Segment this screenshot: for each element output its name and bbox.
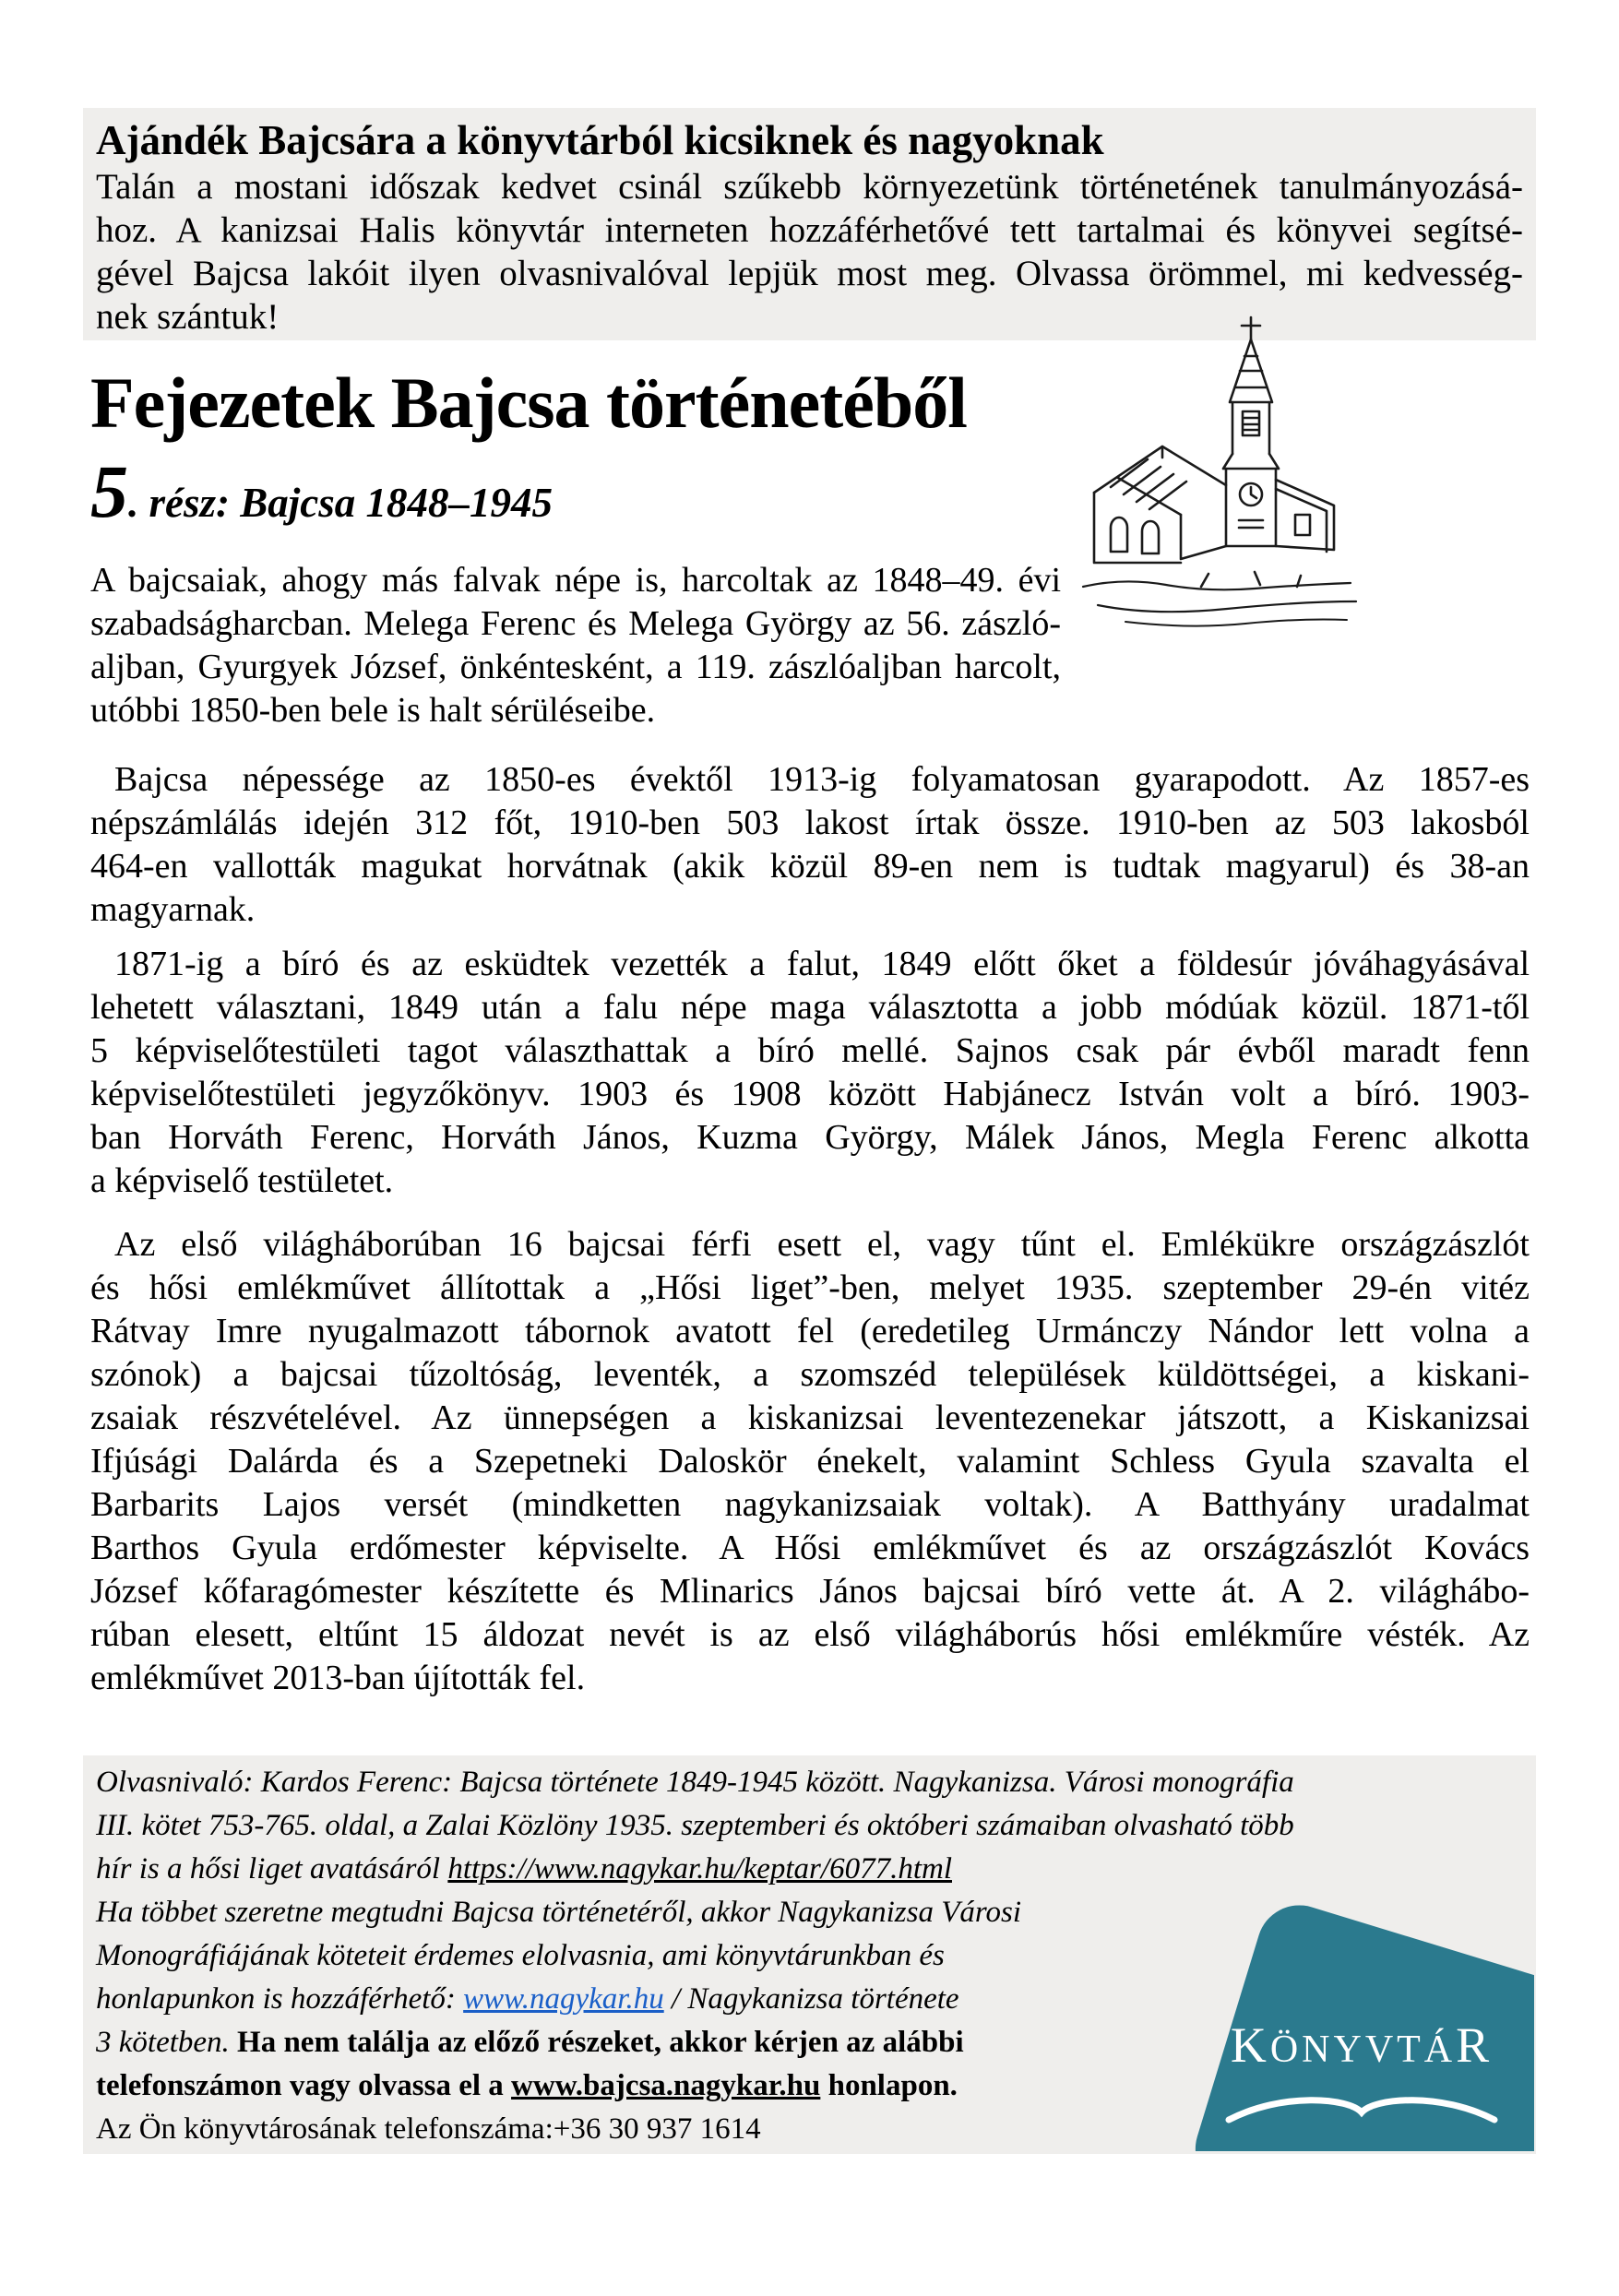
logo-content	[1219, 2018, 1505, 2131]
text-line: Rátvay Imre nyugalmazott tábornok avatott fel (eredetileg Urmánczy Nándor lett volna a	[90, 1312, 1530, 1350]
text-segment: / Nagykanizsa története	[663, 1982, 959, 2016]
text-line: emlékművet 2013-ban újították fel.	[90, 1659, 586, 1697]
logo-letter: R	[1456, 2017, 1494, 2073]
nagykar-link[interactable]: www.nagykar.hu	[463, 1982, 664, 2016]
text-line: Barthos Gyula erdőmester képviselte. A Hősi emlékművet és az országzászlót Kovács	[90, 1529, 1530, 1567]
text-line: népszámlálás idején 312 főt, 1910-ben 503 lakost írtak össze. 1910-ben az 503 lakosból	[90, 803, 1530, 842]
subtitle-part-text: . rész: Bajcsa 1848–1945	[128, 480, 553, 526]
paragraph-2	[90, 758, 1530, 932]
text-line: József kőfaragómester készítette és Mlinarics János bajcsai bíró vette át. A 2. világhábo-	[90, 1572, 1530, 1611]
text-segment: honlapunkon is hozzáférhető:	[96, 1982, 464, 2016]
text-line: Ifjúsági Dalárda és a Szepetneki Daloskör énekelt, valamint Schless Gyula szavalta el	[90, 1442, 1530, 1481]
text-segment-bold: telefonszámon vagy olvassa el a	[96, 2069, 512, 2102]
paragraph-4	[90, 1223, 1530, 1700]
text-line: gével Bajcsa lakóit ilyen olvasnivalóval lepjük most meg. Olvassa örömmel, mi kedvesség-	[96, 254, 1523, 293]
text-line: 5 képviselőtestületi tagot választhattak a bíró mellé. Sajnos csak pár évből maradt fenn	[90, 1031, 1530, 1070]
logo-wordmark	[1219, 2018, 1505, 2085]
header-box-title: Ajándék Bajcsára a könyvtárból kicsiknek és nagyoknak	[96, 117, 1104, 163]
text-line: Barbarits Lajos versét (mindketten nagykanizsaiak voltak). A Batthyány uradalmat	[90, 1485, 1530, 1524]
text-line: a képviselő testületet.	[90, 1161, 394, 1200]
text-line: lehetett választani, 1849 után a falu népe maga választotta a jobb módúak közül. 1871-től	[90, 988, 1530, 1027]
text-line: nek szántuk!	[96, 297, 280, 337]
text-line: és hősi emlékművet állítottak a „Hősi liget”-ben, melyet 1935. szeptember 29-én vitéz	[90, 1268, 1530, 1307]
text-segment: hír is a hősi liget avatásáról	[96, 1852, 448, 1886]
logo-letter: K	[1230, 2017, 1270, 2073]
library-logo	[1147, 1882, 1534, 2151]
text-line: Talán a mostani időszak kedvet csinál szűkebb környezetünk történetének tanulmányozásá-	[96, 167, 1523, 207]
paragraph-1	[90, 559, 1061, 732]
church-illustration	[1070, 310, 1384, 642]
text-line: utóbbi 1850-ben bele is halt sérüléseibe.	[90, 691, 656, 730]
church-cross	[1242, 317, 1260, 339]
text-line: zsaiak részvételével. Az ünnepségen a kiskanizsai leventezenekar játszott, a Kiskanizsai	[90, 1398, 1530, 1437]
bajcsa-nagykar-link[interactable]: www.bajcsa.nagykar.hu	[511, 2069, 821, 2102]
logo-letters: ÖNYVTÁ	[1269, 2028, 1457, 2071]
text-segment: 3 kötetben.	[96, 2026, 238, 2059]
paragraph-3	[90, 943, 1530, 1203]
text-line: Az első világháborúban 16 bajcsai férfi esett el, vagy tűnt el. Emlékükre országzászlót	[114, 1225, 1530, 1264]
text-line: A bajcsaiak, ahogy más falvak népe is, harcoltak az 1848–49. évi	[90, 561, 1061, 600]
text-line: hoz. A kanizsai Halis könyvtár interneten hozzáférhetővé tett tartalmai és könyvei segítsé-	[96, 210, 1523, 250]
text-line: rúban elesett, eltűnt 15 áldozat nevét is az első világháborús hősi emlékműre vésték. Az	[90, 1615, 1530, 1654]
article-title: Fejezetek Bajcsa történetéből	[90, 363, 967, 443]
text-line: szónok) a bajcsai tűzoltóság, leventék, a szomszéd települések küldöttségei, a kiskani-	[90, 1355, 1530, 1394]
librarian-phone-line: Az Ön könyvtárosának telefonszáma:+36 30 937 1614	[96, 2112, 761, 2146]
keptar-link[interactable]: https://www.nagykar.hu/keptar/6077.html	[447, 1852, 952, 1886]
text-line: ban Horváth Ferenc, Horváth János, Kuzma György, Málek János, Megla Ferenc alkotta	[90, 1118, 1530, 1157]
text-line: III. kötet 753-765. oldal, a Zalai Közlöny 1935. szeptemberi és októberi számaiban olvasható több	[96, 1809, 1294, 1842]
header-info-box	[83, 108, 1536, 340]
text-line: magyarnak.	[90, 890, 256, 929]
text-line: képviselőtestületi jegyzőkönyv. 1903 és 1908 között Habjánecz István volt a bíró. 1903-	[90, 1075, 1530, 1113]
text-line: Ha többet szeretne megtudni Bajcsa történetéről, akkor Nagykanizsa Városi	[96, 1896, 1021, 1929]
text-line: Bajcsa népessége az 1850-es évektől 1913-ig folyamatosan gyarapodott. Az 1857-es	[114, 760, 1530, 799]
text-line: 1871-ig a bíró és az esküdtek vezették a falut, 1849 előtt őket a földesúr jóváhagyásával	[114, 945, 1530, 983]
text-line: Monográfiájának köteteit érdemes elolvasnia, ami könyvtárunkban és	[96, 1939, 945, 1972]
text-segment-bold: honlapon.	[820, 2069, 958, 2102]
subtitle-part-number: 5	[90, 449, 128, 533]
text-line: aljban, Gyurgyek József, önkéntesként, a 119. zászlóaljban harcolt,	[90, 648, 1061, 686]
open-book-icon	[1223, 2083, 1500, 2131]
article-subtitle	[90, 449, 553, 533]
text-segment-bold: Ha nem találja az előző részeket, akkor kérjen az alábbi	[237, 2026, 964, 2059]
text-line: Olvasnivaló: Kardos Ferenc: Bajcsa története 1849-1945 között. Nagykanizsa. Városi monográfia	[96, 1766, 1294, 1799]
text-line: 464-en vallották magukat horvátnak (akik közül 89-en nem is tudtak magyarul) és 38-an	[90, 847, 1530, 886]
text-line: szabadságharcban. Melega Ferenc és Melega György az 56. zászló-	[90, 604, 1061, 643]
